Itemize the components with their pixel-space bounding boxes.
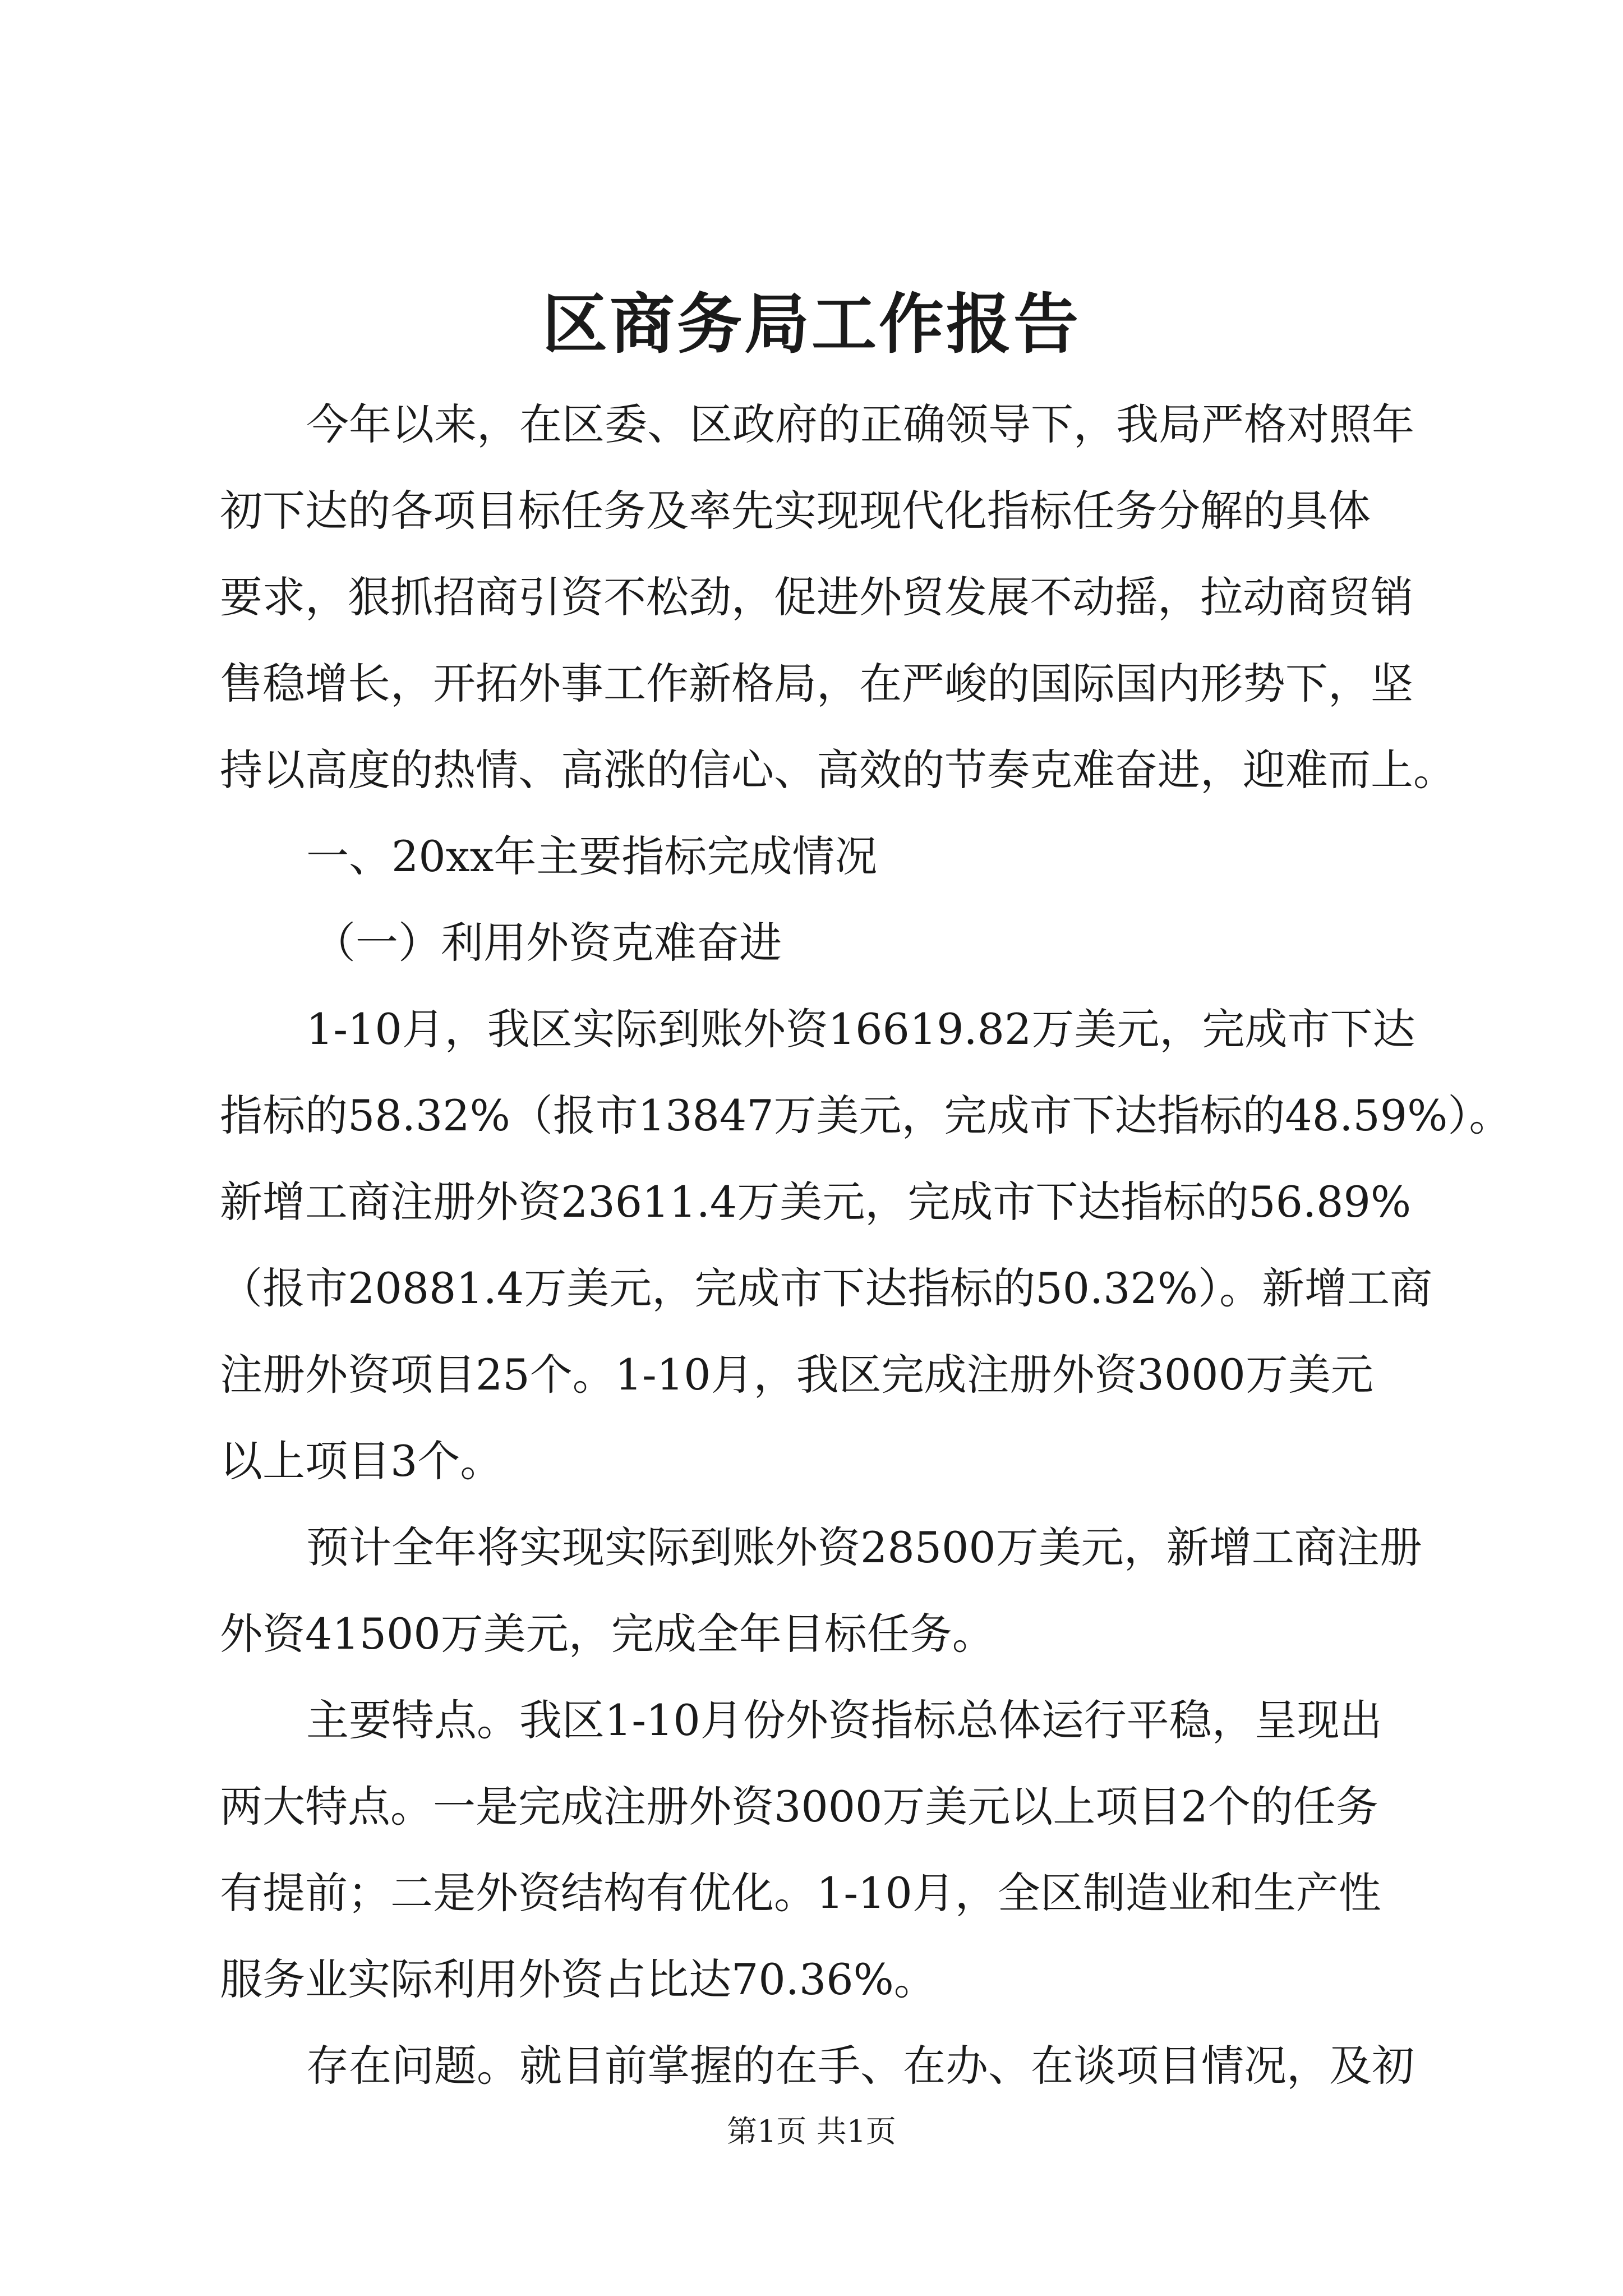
body-line: 有提前；二是外资结构有优化。1-10月，全区制造业和生产性: [220, 1868, 1381, 1918]
body-line: 初下达的各项目标任务及率先实现现代化指标任务分解的具体: [220, 486, 1371, 536]
body-line: 1-10月，我区实际到账外资16619.82万美元，完成市下达: [306, 1004, 1415, 1054]
body-line: 持以高度的热情、高涨的信心、高效的节奏克难奋进，迎难而上。: [220, 745, 1456, 795]
body-line: 新增工商注册外资23611.4万美元，完成市下达指标的56.89%: [220, 1177, 1412, 1227]
body-line: 存在问题。就目前掌握的在手、在办、在谈项目情况，及初: [306, 2041, 1414, 2091]
body-line: 以上项目3个。: [220, 1436, 503, 1486]
subsection-heading: （一）利用外资克难奋进: [313, 918, 782, 968]
body-line: 预计全年将实现实际到账外资28500万美元，新增工商注册: [306, 1522, 1422, 1572]
body-line: 外资41500万美元，完成全年目标任务。: [220, 1609, 995, 1659]
body-line: 主要特点。我区1-10月份外资指标总体运行平稳，呈现出: [306, 1695, 1382, 1745]
body-line: 服务业实际利用外资占比达70.36%。: [220, 1954, 937, 2004]
body-line: 售稳增长，开拓外事工作新格局，在严峻的国际国内形势下，坚: [220, 659, 1413, 708]
body-line: 要求，狠抓招商引资不松劲，促进外贸发展不动摇，拉动商贸销: [220, 572, 1413, 622]
body-line: 今年以来，在区委、区政府的正确领导下，我局严格对照年: [306, 399, 1414, 449]
body-line: 注册外资项目25个。1-10月，我区完成注册外资3000万美元: [220, 1350, 1373, 1400]
body-line: 指标的58.32%（报市13847万美元，完成市下达指标的48.59%）。: [220, 1091, 1512, 1140]
document-title: 区商务局工作报告: [542, 286, 1081, 362]
body-line: （报市20881.4万美元，完成市下达指标的50.32%）。新增工商: [220, 1263, 1433, 1313]
page-number: 第1页 共1页: [727, 2114, 896, 2149]
body-line: 两大特点。一是完成注册外资3000万美元以上项目2个的任务: [220, 1782, 1378, 1832]
section-heading: 一、20xx年主要指标完成情况: [306, 831, 878, 881]
